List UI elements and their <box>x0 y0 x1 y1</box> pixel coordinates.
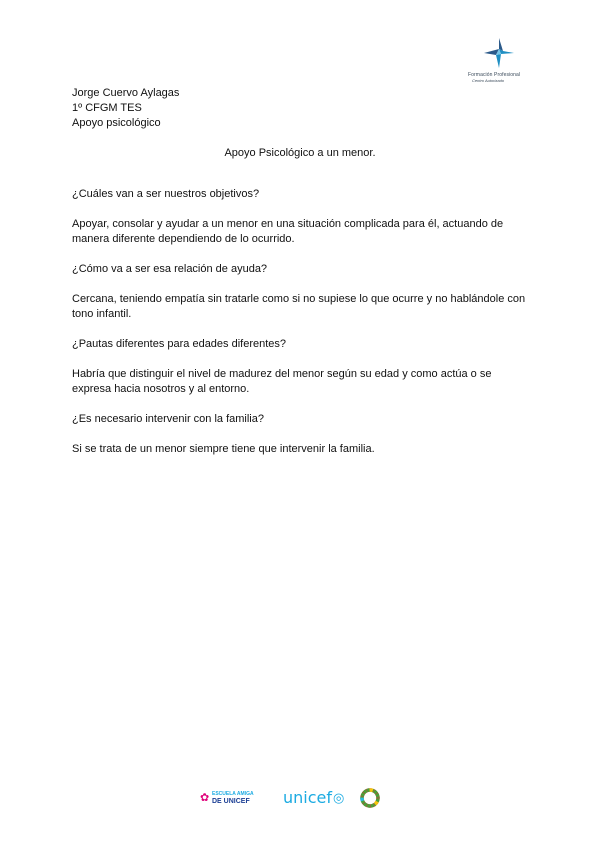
document-body <box>72 187 530 472</box>
question-family: ¿Es necesario intervenir con la familia? <box>72 413 264 425</box>
answer-objectives: Apoyar, consolar y ayudar a un menor en una situación complicada para él, actuando de manera diferente dependiendo de lo ocurrido. <box>72 218 504 245</box>
logo-text-line1: Formación Profesional <box>468 72 521 78</box>
unicef-globe-icon: ◎ <box>333 791 345 806</box>
unicef-wordmark: unicef <box>283 788 332 807</box>
company-logo-icon <box>482 36 516 70</box>
author-name: Jorge Cuervo Aylagas <box>72 87 180 99</box>
escuela-amiga-icon: ✿ <box>200 792 210 804</box>
document-title: Apoyo Psicológico a un menor. <box>224 147 376 159</box>
escuela-amiga-logo <box>200 790 262 808</box>
escuela-amiga-line1: ESCUELA AMIGA <box>212 791 254 797</box>
question-relationship: ¿Cómo va a ser esa relación de ayuda? <box>72 263 268 275</box>
footer-logos <box>200 786 390 812</box>
answer-relationship: Cercana, teniendo empatía sin tratarle como si no supiese lo que ocurre y no hablándole con tono infantil. <box>72 293 526 320</box>
question-ages: ¿Pautas diferentes para edades diferentes? <box>72 338 287 350</box>
logo-text-line2: Centro Autorizado <box>472 78 505 83</box>
course-name: 1º CFGM TES <box>72 102 142 114</box>
company-logo <box>468 36 532 86</box>
author-header <box>72 86 179 131</box>
answer-ages: Habría que distinguir el nivel de madurez del menor según su edad y como actúa o se expresa hacia nosotros y al entorno. <box>72 368 492 395</box>
subject-name: Apoyo psicológico <box>72 117 161 129</box>
sdg-wheel-icon <box>360 788 380 808</box>
answer-family: Si se trata de un menor siempre tiene que intervenir la familia. <box>72 443 375 455</box>
unicef-logo <box>283 788 344 808</box>
escuela-amiga-line2: DE UNICEF <box>212 798 250 805</box>
question-objectives: ¿Cuáles van a ser nuestros objetivos? <box>72 188 260 200</box>
